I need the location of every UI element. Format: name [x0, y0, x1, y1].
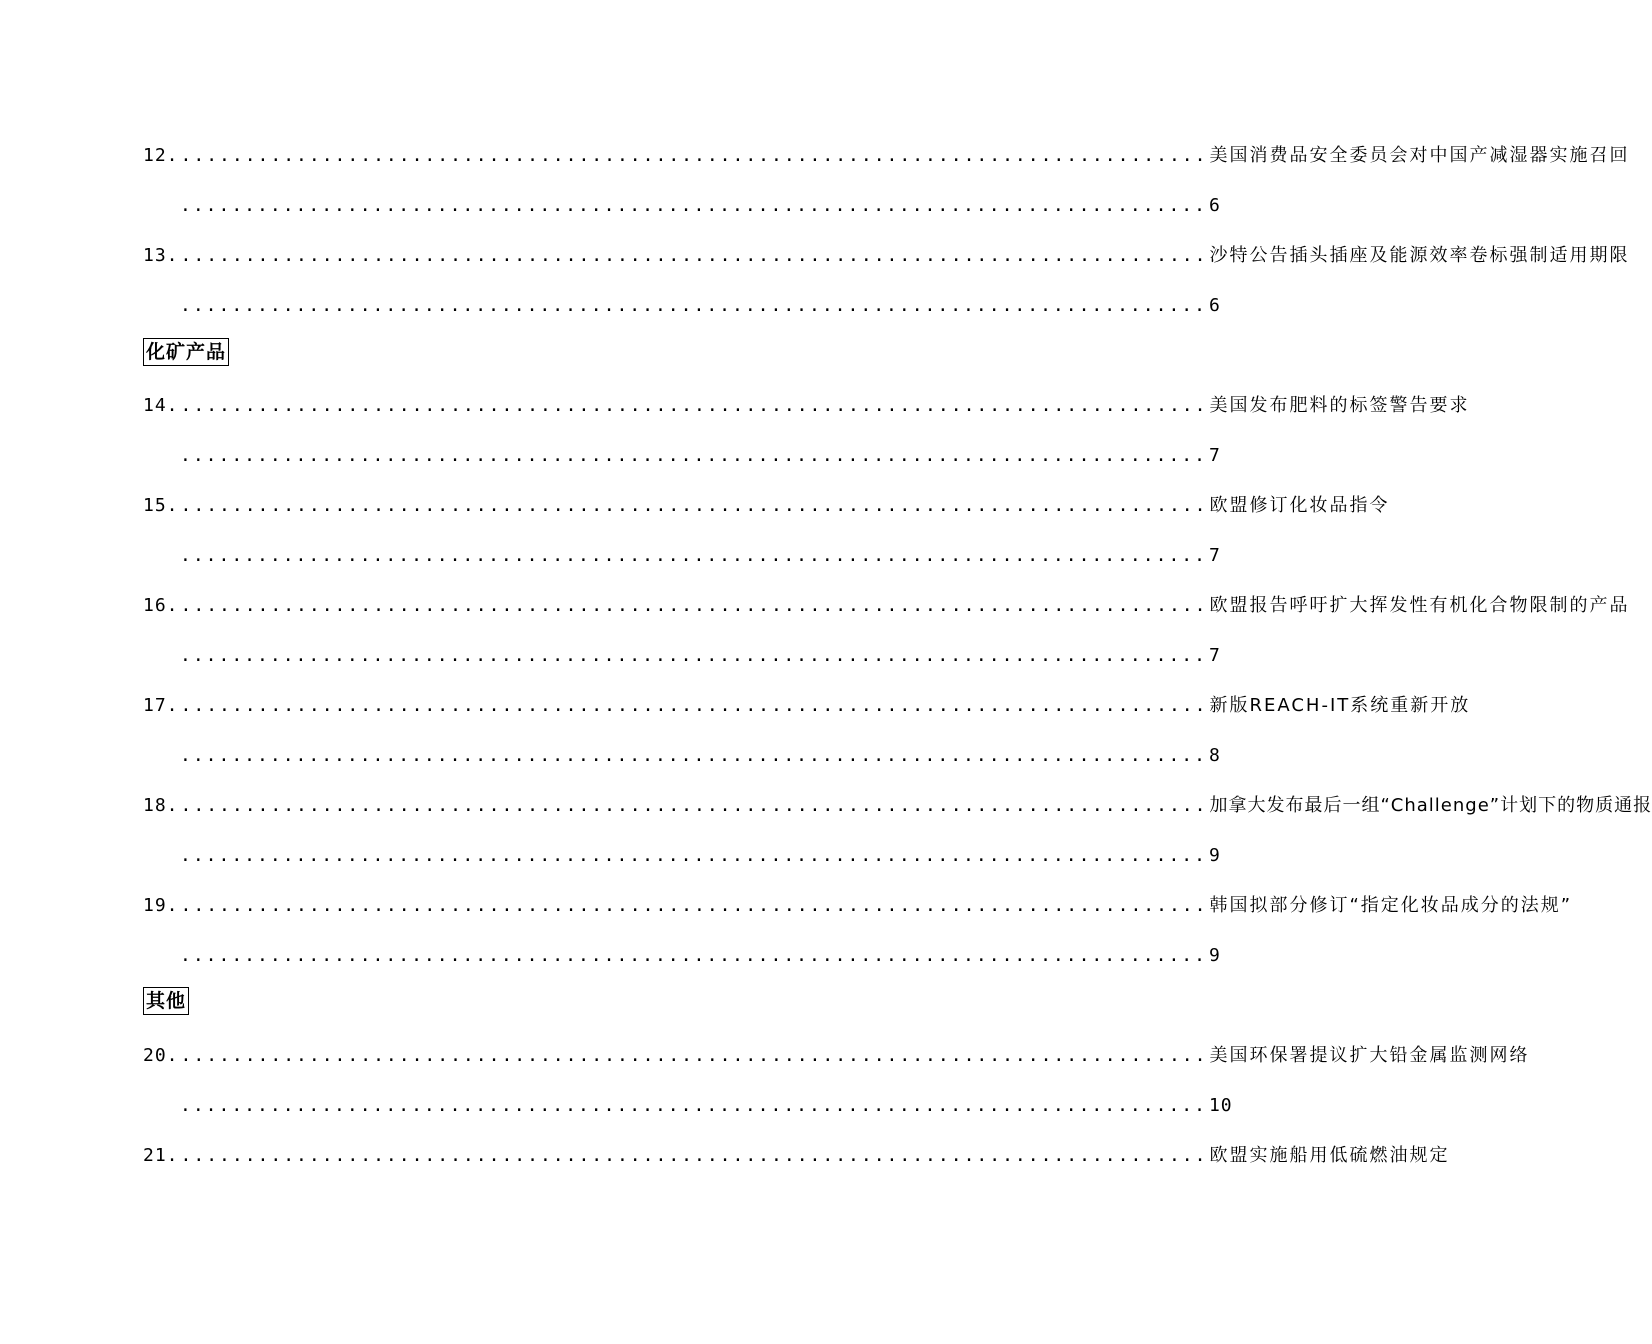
toc-entry-15-page-line[interactable]	[178, 537, 1221, 567]
toc-entry-19[interactable]	[143, 887, 1573, 917]
dot-leader: ................................................................................	[180, 445, 1207, 466]
dot-leader: ................................................................................	[180, 195, 1207, 216]
dot-leader: ................................................................................	[180, 845, 1207, 866]
entry-number: 16.	[143, 595, 179, 616]
dot-leader: ................................................................................	[180, 295, 1207, 316]
entry-number: 21.	[143, 1145, 179, 1166]
toc-entry-20-page-line[interactable]	[178, 1087, 1233, 1117]
toc-entry-13-page-line[interactable]	[178, 287, 1221, 317]
dot-leader: ................................................................................	[180, 495, 1208, 516]
entry-page-number: 9	[1208, 945, 1221, 966]
dot-leader: ................................................................................	[180, 1095, 1207, 1116]
entry-page-number: 10	[1208, 1095, 1233, 1116]
toc-entry-19-page-line[interactable]	[178, 937, 1221, 967]
toc-entry-18-page-line[interactable]	[178, 837, 1221, 867]
entry-number: 14.	[143, 395, 179, 416]
entry-title: 韩国拟部分修订“指定化妆品成分的法规”	[1209, 895, 1573, 916]
entry-number: 18.	[143, 795, 179, 816]
dot-leader: ................................................................................	[180, 1145, 1208, 1166]
toc-entry-15[interactable]	[143, 487, 1390, 517]
dot-leader: ................................................................................	[180, 595, 1208, 616]
entry-title: 美国发布肥料的标签警告要求	[1209, 395, 1470, 416]
entry-title: 欧盟实施船用低硫燃油规定	[1209, 1145, 1450, 1166]
entry-title: 欧盟报告呼吁扩大挥发性有机化合物限制的产品	[1209, 595, 1630, 616]
dot-leader: ................................................................................	[180, 895, 1208, 916]
toc-entry-17[interactable]	[143, 687, 1471, 717]
entry-page-number: 7	[1208, 645, 1221, 666]
entry-title: 欧盟修订化妆品指令	[1209, 495, 1390, 516]
dot-leader: ................................................................................	[180, 245, 1208, 266]
section-heading-chemical-mineral: 化矿产品	[143, 338, 229, 366]
entry-page-number: 6	[1208, 195, 1221, 216]
entry-title: 美国环保署提议扩大铅金属监测网络	[1209, 1045, 1530, 1066]
toc-entry-17-page-line[interactable]	[178, 737, 1221, 767]
toc-entry-18[interactable]	[143, 787, 1652, 817]
toc-entry-16-page-line[interactable]	[178, 637, 1221, 667]
entry-number: 19.	[143, 895, 179, 916]
dot-leader: ................................................................................	[180, 645, 1207, 666]
entry-page-number: 7	[1208, 545, 1221, 566]
entry-title: 加拿大发布最后一组“Challenge”计划下的物质通报	[1209, 795, 1652, 816]
toc-entry-20[interactable]	[143, 1037, 1530, 1067]
dot-leader: ................................................................................	[180, 545, 1207, 566]
dot-leader: ................................................................................	[180, 1045, 1208, 1066]
dot-leader: ................................................................................	[180, 745, 1207, 766]
section-heading-other: 其他	[143, 987, 189, 1015]
toc-entry-14[interactable]	[143, 387, 1470, 417]
dot-leader: ................................................................................	[180, 795, 1208, 816]
entry-number: 13.	[143, 245, 179, 266]
toc-entry-12[interactable]	[143, 137, 1630, 167]
dot-leader: ................................................................................	[180, 695, 1208, 716]
entry-number: 17.	[143, 695, 179, 716]
dot-leader: ................................................................................	[180, 395, 1208, 416]
entry-number: 20.	[143, 1045, 179, 1066]
entry-title: 新版REACH-IT系统重新开放	[1209, 695, 1471, 716]
entry-page-number: 7	[1208, 445, 1221, 466]
toc-entry-12-page-line[interactable]	[178, 187, 1221, 217]
entry-title: 美国消费品安全委员会对中国产减湿器实施召回	[1209, 145, 1630, 166]
entry-title: 沙特公告插头插座及能源效率卷标强制适用期限	[1209, 245, 1630, 266]
dot-leader: ................................................................................	[180, 145, 1208, 166]
entry-page-number: 9	[1208, 845, 1221, 866]
entry-page-number: 8	[1208, 745, 1221, 766]
entry-page-number: 6	[1208, 295, 1221, 316]
toc-entry-14-page-line[interactable]	[178, 437, 1221, 467]
toc-entry-16[interactable]	[143, 587, 1630, 617]
entry-number: 15.	[143, 495, 179, 516]
entry-number: 12.	[143, 145, 179, 166]
toc-entry-21[interactable]	[143, 1137, 1450, 1167]
dot-leader: ................................................................................	[180, 945, 1207, 966]
toc-entry-13[interactable]	[143, 237, 1630, 267]
